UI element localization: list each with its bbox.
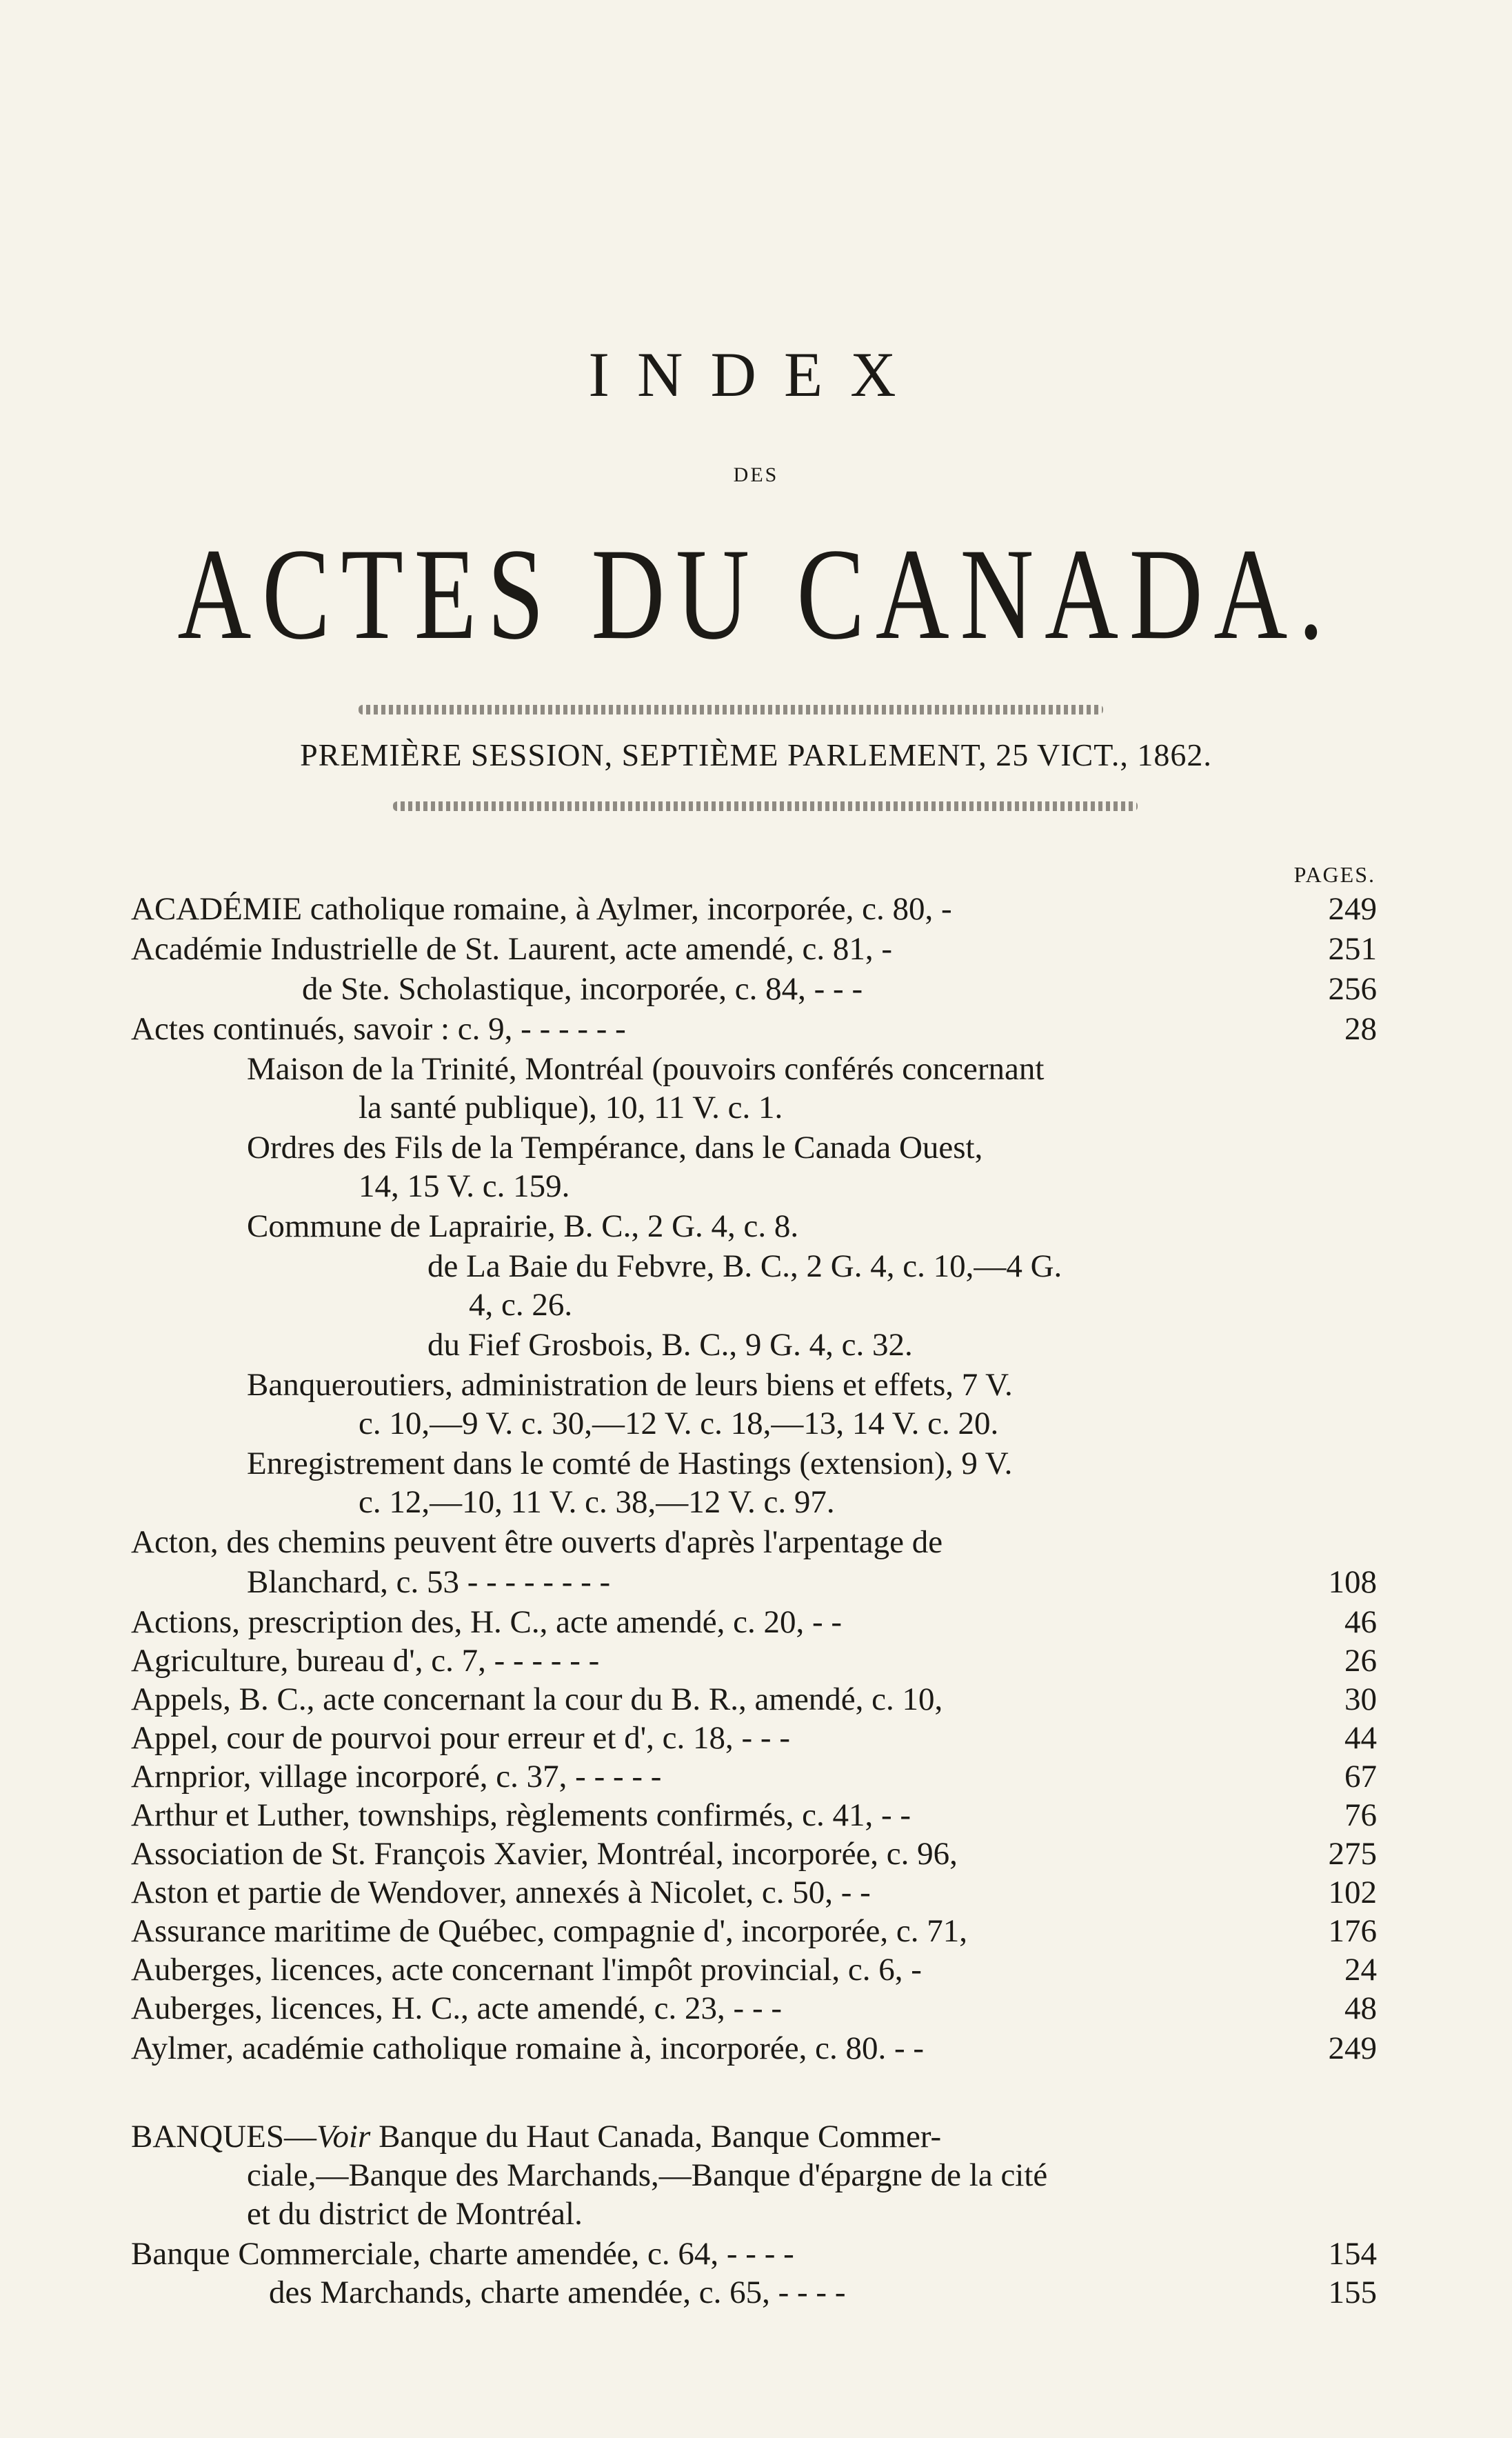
index-entry-page: 256 (1328, 971, 1377, 1007)
index-entry-text: des Marchands, charte amendée, c. 65, - - - - (269, 2275, 846, 2310)
index-entry-page: 48 (1344, 1990, 1377, 2026)
index-entry-text: Enregistrement dans le comté de Hastings (extension), 9 V. (247, 1446, 1013, 1481)
index-entry-text: Arthur et Luther, townships, règlements confirmés, c. 41, - - (131, 1797, 911, 1833)
index-entry-text: c. 10,—9 V. c. 30,—12 V. c. 18,—13, 14 V. c. 20. (359, 1406, 999, 1441)
title-connector: DES (733, 463, 779, 486)
index-entry-text: 4, c. 26. (469, 1287, 573, 1323)
index-entry-page: 108 (1328, 1564, 1377, 1600)
index-entry-text: du Fief Grosbois, B. C., 9 G. 4, c. 32. (427, 1327, 913, 1363)
index-entry-page: 251 (1328, 931, 1377, 967)
index-entry-text: Acton, des chemins peuvent être ouverts d'après l'arpentage de (131, 1524, 943, 1560)
index-entry-text: Aylmer, académie catholique romaine à, incorporée, c. 80. - - (131, 2030, 925, 2066)
index-entry-text: Appel, cour de pourvoi pour erreur et d', c. 18, - - - (131, 1720, 790, 1756)
index-entry-text: ACADÉMIE catholique romaine, à Aylmer, incorporée, c. 80, - (131, 891, 952, 927)
session-line: PREMIÈRE SESSION, SEPTIÈME PARLEMENT, 25 VICT., 1862. (300, 737, 1212, 772)
index-entry-page: 176 (1328, 1913, 1377, 1949)
index-entry-page: 44 (1344, 1720, 1377, 1756)
index-entry-text: de Ste. Scholastique, incorporée, c. 84, - - - (302, 971, 863, 1007)
index-entry-page: 26 (1344, 1643, 1377, 1679)
banques-lead: BANQUES— (131, 2119, 316, 2155)
index-entry-text: Ordres des Fils de la Tempérance, dans le Canada Ouest, (247, 1130, 983, 1166)
index-entry-text: Auberges, licences, H. C., acte amendé, c. 23, - - - (131, 1990, 782, 2026)
index-entry-text: Actes continués, savoir : c. 9, - - - - - - (131, 1011, 626, 1047)
index-title: INDEX (588, 339, 924, 410)
index-entry-page: 28 (1344, 1011, 1377, 1047)
banques-line1: Banque du Haut Canada, Banque Commer- (370, 2119, 942, 2155)
index-entry-text: Banque Commerciale, charte amendée, c. 64, - - - - (131, 2236, 794, 2272)
ornamental-rule-bottom (393, 801, 1138, 811)
index-entry-text: Banqueroutiers, administration de leurs biens et effets, 7 V. (247, 1367, 1013, 1403)
index-entry-page: 67 (1344, 1759, 1377, 1795)
index-entry-text: Agriculture, bureau d', c. 7, - - - - - - (131, 1643, 600, 1679)
index-entry-text: Blanchard, c. 53 - - - - - - - - (247, 1564, 611, 1600)
index-entry-page: 154 (1328, 2236, 1377, 2272)
main-title: ACTES DU CANADA. (177, 522, 1335, 667)
index-entry-page: 275 (1328, 1836, 1377, 1872)
index-entry-page: 249 (1328, 891, 1377, 927)
banques-line3: et du district de Montréal. (247, 2196, 583, 2232)
index-entry-text: Association de St. François Xavier, Montréal, incorporée, c. 96, (131, 1836, 958, 1872)
index-entry-text: Commune de Laprairie, B. C., 2 G. 4, c. 8. (247, 1208, 799, 1244)
index-entry-text: Aston et partie de Wendover, annexés à Nicolet, c. 50, - - (131, 1875, 871, 1910)
index-entry-text: la santé publique), 10, 11 V. c. 1. (359, 1090, 783, 1126)
pages-column-header: PAGES. (1293, 862, 1375, 887)
banques-line2: ciale,—Banque des Marchands,—Banque d'épargne de la cité (247, 2157, 1048, 2193)
index-entry-text: Auberges, licences, acte concernant l'impôt provincial, c. 6, - (131, 1952, 922, 1988)
index-entry-text: Appels, B. C., acte concernant la cour du B. R., amendé, c. 10, (131, 1681, 943, 1717)
ornamental-rule-top (359, 705, 1103, 715)
index-entry-text: de La Baie du Febvre, B. C., 2 G. 4, c. 10,—4 G. (427, 1248, 1062, 1284)
index-entry-page: 155 (1328, 2275, 1377, 2310)
index-entry-text: c. 12,—10, 11 V. c. 38,—12 V. c. 97. (359, 1484, 835, 1520)
index-entry-page: 46 (1344, 1604, 1377, 1640)
index-entry-page: 249 (1328, 2030, 1377, 2066)
index-entry-text: Académie Industrielle de St. Laurent, acte amendé, c. 81, - (131, 931, 893, 967)
index-entry-text: 14, 15 V. c. 159. (359, 1168, 570, 1204)
index-entry-page: 30 (1344, 1681, 1377, 1717)
voir-label: Voir (316, 2119, 371, 2155)
index-entry-page: 24 (1344, 1952, 1377, 1988)
index-entry-page: 102 (1328, 1875, 1377, 1910)
index-entry-text: Actions, prescription des, H. C., acte amendé, c. 20, - - (131, 1604, 843, 1640)
index-entry-text: Maison de la Trinité, Montréal (pouvoirs conférés concernant (247, 1051, 1045, 1087)
index-entry-text: Arnprior, village incorporé, c. 37, - - - - - (131, 1759, 662, 1795)
index-entry-page: 76 (1344, 1797, 1377, 1833)
banques-heading (131, 2117, 941, 2156)
index-entry-text: Assurance maritime de Québec, compagnie d', incorporée, c. 71, (131, 1913, 968, 1949)
